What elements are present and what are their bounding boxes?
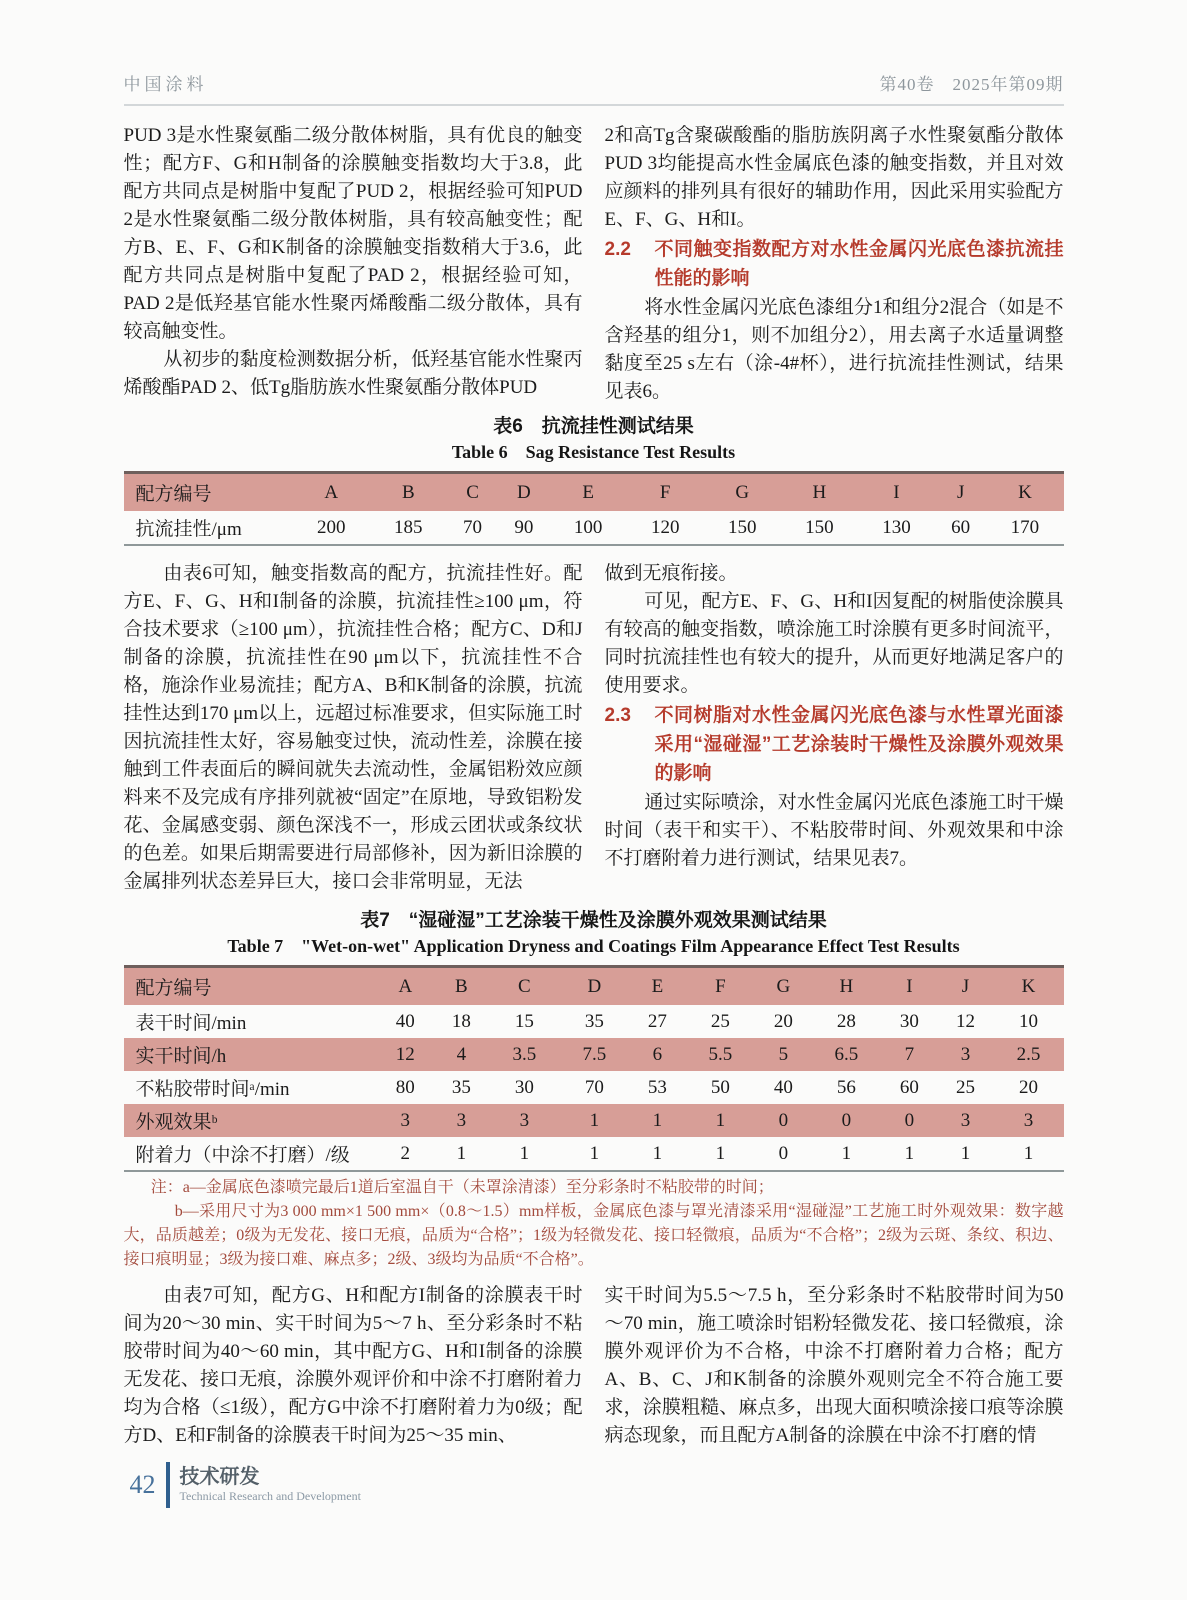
left-column [124,560,583,896]
table-cell: 3 [937,1104,993,1137]
right-column [605,1282,1064,1450]
table-header-cell: I [858,473,935,512]
table-cell: 50 [710,1076,730,1098]
footer-section-en: Technical Research and Development [179,1489,361,1503]
table7-notes [124,1176,1064,1272]
table-header-cell: F [685,967,755,1006]
table-cell: 185 [394,516,423,538]
table-header-cell: I [881,967,937,1006]
paragraph: 做到无痕衔接。 [604,563,738,584]
table-cell: 1 [685,1104,755,1137]
table-cell: 60 [951,516,971,538]
table-header-cell: G [755,967,811,1006]
table-cell: 35 [584,1010,604,1032]
table-header-cell: 配方编号 [124,473,293,512]
table-cell: 80 [395,1076,415,1098]
table-cell: 2 [400,1142,411,1164]
paragraph: PUD 3是水性聚氨酯二级分散体树脂，具有优良的触变性；配方F、G和H制备的涂膜触变指数均大于3.8，此配方共同点是树脂中复配了PUD 2，根据经验可知PUD 2是水性聚氨酯二级分散体树脂，具有较高触变性；配方B、E、F、G和K制备的涂膜触变指数稍大于3.6，此配方共同点是树脂中复配了PAD 2，根据经验可知，PAD 2是低羟基官能水性聚丙烯酸酯二级分散体，具有较高触变性。 [123,125,583,342]
table-row [124,1104,1064,1137]
table-cell: 1 [841,1142,852,1164]
table-cell: 3 [993,1104,1063,1137]
table6-block [124,414,1064,546]
table-header-cell: 配方编号 [124,967,378,1006]
table-header-cell: J [935,473,986,512]
table-cell: 1 [629,1104,685,1137]
table-cell: 2.5 [993,1038,1063,1071]
table-cell: 28 [836,1010,856,1032]
table-header-cell: E [629,967,685,1006]
table-cell: 1 [1023,1142,1034,1164]
table-cell: 0 [755,1104,811,1137]
table6-title-en: Table 6 Sag Resistance Test Results [451,442,736,462]
page [124,0,1064,1508]
section-number: 2.2 [604,239,631,260]
paragraph: 实干时间为5.5～7.5 h，至分彩条时不粘胶带时间为50～70 min，施工喷涂时铝粉轻微发花、接口轻微痕，涂膜外观评价为不合格，中涂不打磨附着力合格；配方A、B、C、J和K制备的涂膜外观则完全不符合施工要求，涂膜粗糙、麻点多，出现大面积喷涂接口痕等涂膜病态现象，而且配方A制备的涂膜在中涂不打磨的情 [604,1285,1064,1446]
table-header-cell: K [993,967,1063,1006]
table-cell: 1 [652,1142,663,1164]
table-cell: 18 [451,1010,471,1032]
table-cell: 0 [811,1104,881,1137]
table-note-a: 注：a—金属底色漆喷完最后1道后室温自干（未罩涂清漆）至分彩条时不粘胶带的时间； [150,1179,774,1196]
table-header-cell: F [627,473,704,512]
page-header [124,70,1064,106]
table-cell: 40 [773,1076,793,1098]
table-header-cell: B [433,967,489,1006]
table-cell: 不粘胶带时间ᵃ/min [135,1079,290,1100]
table-cell: 3 [377,1104,433,1137]
table-cell: 3.5 [489,1038,559,1071]
left-column [124,1282,583,1450]
journal-name: 中国涂料 [123,75,208,94]
issue-info: 第40卷 2025年第09期 [879,75,1064,94]
table7-title-en: Table 7 "Wet-on-wet" Application Dryness and Coatings Film Appearance Effect Test Results [227,936,960,956]
table-cell: 1 [904,1142,915,1164]
table-row [124,1071,1064,1104]
table-cell: 20 [773,1010,793,1032]
table-header-cell: D [498,473,549,512]
table-header-cell: B [370,473,447,512]
footer-divider [166,1462,170,1508]
table-header-row [124,967,1064,1006]
section-heading-2-2 [605,235,1064,293]
table-cell: 1 [559,1104,629,1137]
table-cell: 5.5 [685,1038,755,1071]
text-section-3 [124,1282,1064,1450]
table-cell: 130 [882,516,911,538]
table-header-cell: A [377,967,433,1006]
table-cell: 3 [433,1104,489,1137]
table-header-cell: C [489,967,559,1006]
section-heading-2-3 [605,701,1064,788]
table-cell: 5 [755,1038,811,1071]
table-cell: 1 [589,1142,600,1164]
table-row [124,1005,1064,1038]
table-cell: 6.5 [811,1038,881,1071]
table-cell: 1 [715,1142,726,1164]
table-cell: 25 [955,1076,975,1098]
table-cell: 200 [316,516,346,538]
table-cell: 附着力（中涂不打磨）/级 [135,1145,350,1166]
table-header-cell: E [550,473,627,512]
footer-section-cn: 技术研发 [179,1466,260,1488]
table-cell: 0 [881,1104,937,1137]
table-cell: 0 [778,1142,789,1164]
right-column [605,122,1064,406]
table7-block [124,908,1064,1272]
table-cell: 外观效果ᵇ [124,1104,378,1137]
paragraph: 通过实际喷涂，对水性金属闪光底色漆施工时干燥时间（表干和实干）、不粘胶带时间、外观效果和中涂不打磨附着力进行测试，结果见表7。 [604,792,1064,869]
section-heading-text: 不同树脂对水性金属闪光底色漆与水性罩光面漆采用“湿碰湿”工艺涂装时干燥性及涂膜外观效果的影响 [654,705,1064,784]
table-cell: 150 [805,516,834,538]
table-cell: 25 [710,1010,730,1032]
table-cell: 抗流挂性/μm [135,519,242,540]
table-row [124,1137,1064,1171]
paragraph: 将水性金属闪光底色漆组分1和组分2混合（如是不含羟基的组分1，则不加组分2），用去离子水适量调整黏度至25 s左右（涂-4#杯），进行抗流挂性测试，结果见表6。 [604,297,1064,402]
table-cell: 3 [937,1038,993,1071]
table7-title-cn: 表7 “湿碰湿”工艺涂装干燥性及涂膜外观效果测试结果 [360,910,827,931]
table7 [124,965,1064,1172]
table-header-cell: C [447,473,498,512]
table-cell: 30 [899,1010,919,1032]
table-cell: 120 [650,516,680,538]
table-cell: 3 [489,1104,559,1137]
table-cell: 170 [1010,516,1040,538]
text-section-2 [124,560,1064,896]
table-header-cell: H [781,473,858,512]
table-cell: 1 [960,1142,971,1164]
page-footer [130,1462,1064,1508]
page-number: 42 [129,1470,156,1499]
table-cell: 100 [573,516,603,538]
table6 [124,471,1064,546]
section-heading-text: 不同触变指数配方对水性金属闪光底色漆抗流挂性能的影响 [654,239,1064,289]
section-number: 2.3 [604,705,631,726]
table-cell: 150 [728,516,757,538]
table-cell: 60 [899,1076,919,1098]
table-header-cell: K [986,473,1063,512]
table-cell: 1 [519,1142,530,1164]
text-section-1 [124,122,1064,406]
paragraph: 由表7可知，配方G、H和配方I制备的涂膜表干时间为20～30 min、实干时间为5～7 h、至分彩条时不粘胶带时间为40～60 min，其中配方G、H和I制备的涂膜无发花、接口无痕，涂膜外观评价和中涂不打磨附着力均为合格（≤1级），配方G中涂不打磨附着力为0级；配方D、E和F制备的涂膜表干时间为25～35 min、 [123,1285,583,1446]
table-cell: 56 [836,1076,856,1098]
paragraph: 由表6可知，触变指数高的配方，抗流挂性好。配方E、F、G、H和I制备的涂膜，抗流挂性≥100 μm，符合技术要求（≥100 μm），抗流挂性合格；配方C、D和J制备的涂膜，抗流挂性在90 μm以下，抗流挂性不合格，施涂作业易流挂；配方A、B和K制备的涂膜，抗流挂性达到170 μm以上，远超过标准要求，但实际施工时因抗流挂性太好，容易触变过快，流动性差，涂膜在接触到工件表面后的瞬间就失去流动性，金属铝粉效应颜料来不及完成有序排列就被“固定”在原地，导致铝粉发花、金属感变弱、颜色深浅不一，形成云团状或条纹状的色差。如果后期需要进行局部修补，因为新旧涂膜的金属排列状态差异巨大，接口会非常明显，无法 [123,563,583,892]
table-cell: 12 [955,1010,975,1032]
table-cell: 10 [1018,1010,1038,1032]
table-header-cell: G [704,473,781,512]
table-cell: 12 [377,1038,433,1071]
right-column [605,560,1064,896]
table-cell: 7 [881,1038,937,1071]
left-column [124,122,583,406]
table6-title-cn: 表6 抗流挂性测试结果 [493,416,694,437]
footer-labels [180,1466,361,1504]
table-cell: 35 [451,1076,471,1098]
table-cell: 90 [514,516,534,538]
table-cell: 7.5 [559,1038,629,1071]
paragraph: 从初步的黏度检测数据分析，低羟基官能水性聚丙烯酸酯PAD 2、低Tg脂肪族水性聚氨酯分散体PUD [123,349,583,398]
table-cell: 53 [647,1076,667,1098]
table-cell: 70 [584,1076,604,1098]
table-cell: 表干时间/min [135,1013,247,1034]
table-cell: 6 [629,1038,685,1071]
table-header-cell: H [811,967,881,1006]
table-row [124,1038,1064,1071]
table-cell: 27 [647,1010,667,1032]
table-note-b: b—采用尺寸为3 000 mm×1 500 mm×（0.8～1.5）mm样板，金属底色漆与罩光清漆采用“湿碰湿”工艺施工时外观效果：数字越大，品质越差；0级为无发花、接口无痕，品质为“合格”；1级为轻微发花、接口轻微痕，品质为“不合格”；2级为云斑、条纹、积边、接口痕明显；3级为接口难、麻点多；2级、3级均为品质“不合格”。 [123,1203,1064,1268]
paragraph: 2和高Tg含聚碳酸酯的脂肪族阴离子水性聚氨酯分散体PUD 3均能提高水性金属底色漆的触变指数，并且对效应颜料的排列具有很好的辅助作用，因此采用实验配方E、F、G、H和I。 [604,125,1064,230]
table-header-cell: A [293,473,370,512]
table-cell: 40 [395,1010,415,1032]
table-cell: 15 [514,1010,534,1032]
table-cell: 1 [456,1142,467,1164]
table-header-row [124,473,1064,512]
table-row [124,511,1064,545]
table-header-cell: D [559,967,629,1006]
paragraph: 可见，配方E、F、G、H和I因复配的树脂使涂膜具有较高的触变指数，喷涂施工时涂膜有更多时间流平，同时抗流挂性也有较大的提升，从而更好地满足客户的使用要求。 [604,591,1064,696]
table-cell: 70 [463,516,483,538]
table-cell: 实干时间/h [124,1038,378,1071]
table-header-cell: J [937,967,993,1006]
table-cell: 30 [514,1076,534,1098]
table-cell: 4 [433,1038,489,1071]
table-cell: 20 [1018,1076,1038,1098]
